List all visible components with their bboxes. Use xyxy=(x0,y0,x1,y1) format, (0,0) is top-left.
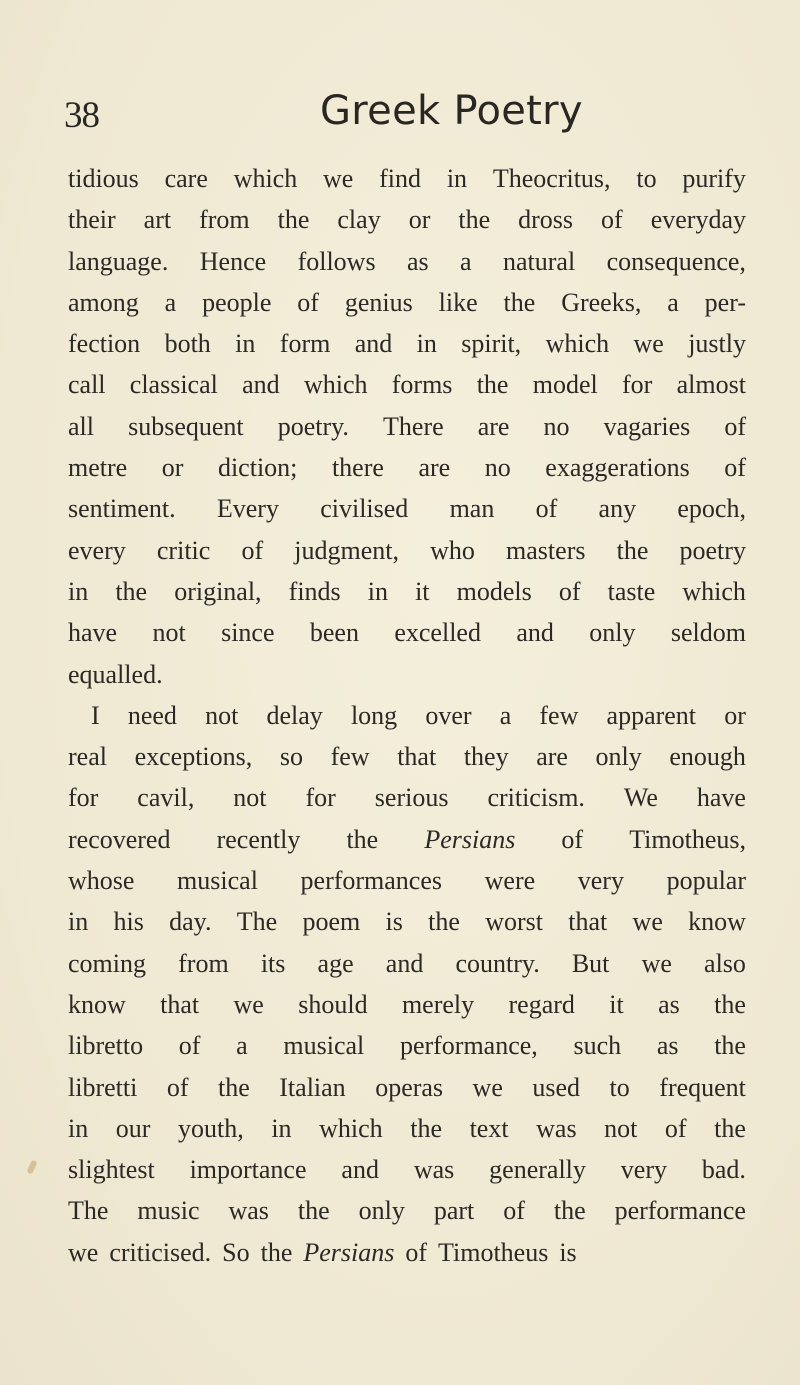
word: as xyxy=(658,989,680,1019)
word: spirit, xyxy=(461,329,522,359)
word: few xyxy=(539,700,579,730)
word: as xyxy=(406,246,429,276)
word: was xyxy=(536,1113,577,1143)
word: critic xyxy=(156,535,211,565)
word: worst xyxy=(485,907,543,937)
word: whose xyxy=(68,866,135,896)
word: which xyxy=(682,576,746,606)
word: sentiment. xyxy=(68,494,176,524)
word: Italian xyxy=(279,1072,346,1102)
word: as xyxy=(656,1031,679,1061)
word: The xyxy=(236,907,278,937)
text-line xyxy=(68,612,746,653)
word: were xyxy=(484,866,536,896)
word: performances xyxy=(300,866,443,896)
word: the xyxy=(616,535,649,565)
word: delay xyxy=(266,700,323,730)
word: natural xyxy=(503,246,576,276)
word: Every xyxy=(216,494,279,524)
word: the xyxy=(714,989,746,1019)
word: the xyxy=(553,1196,586,1226)
word: was xyxy=(413,1155,455,1185)
word: clay xyxy=(337,205,381,235)
word: the xyxy=(476,370,509,400)
word: musical xyxy=(177,866,258,896)
word: age xyxy=(317,948,354,978)
word: we xyxy=(641,948,672,978)
text-line xyxy=(68,1108,746,1149)
word: I xyxy=(91,700,100,730)
word: that xyxy=(160,989,200,1019)
text-line xyxy=(68,736,746,777)
word: We xyxy=(623,783,658,813)
word: which xyxy=(303,370,368,400)
word: such xyxy=(573,1031,622,1061)
word: real xyxy=(68,742,107,772)
word: and xyxy=(385,948,424,978)
word: a xyxy=(499,700,512,730)
word: in xyxy=(367,576,388,606)
word: taste xyxy=(607,576,656,606)
ink-smudge xyxy=(26,1159,37,1174)
text-line xyxy=(68,364,746,405)
word: and xyxy=(242,370,280,400)
word: been xyxy=(309,618,359,648)
word: a xyxy=(164,287,177,317)
word: form xyxy=(279,329,331,359)
word: are xyxy=(477,411,510,441)
word: we xyxy=(632,907,663,937)
word: the xyxy=(503,287,536,317)
word: every xyxy=(68,535,126,565)
running-title: Greek Poetry xyxy=(320,88,583,134)
text-line xyxy=(68,282,746,323)
word: or xyxy=(408,205,431,235)
word: they xyxy=(463,742,509,772)
word: So xyxy=(222,1237,250,1267)
word: among xyxy=(68,287,139,317)
word: follows xyxy=(297,246,376,276)
text-line xyxy=(68,406,746,447)
text-line xyxy=(68,1190,746,1231)
word: that xyxy=(397,742,437,772)
word: Greeks, xyxy=(561,287,642,317)
word: it xyxy=(415,576,430,606)
word: and xyxy=(354,329,393,359)
word: used xyxy=(532,1072,581,1102)
word: the xyxy=(714,1113,746,1143)
word: bad. xyxy=(701,1155,746,1185)
word: call xyxy=(68,370,106,400)
word: criticised. xyxy=(109,1237,212,1267)
word: which xyxy=(319,1113,383,1143)
word: poem xyxy=(302,907,361,937)
word: enough xyxy=(669,742,746,772)
word: not xyxy=(205,700,239,730)
word: of xyxy=(166,1072,189,1102)
page-number: 38 xyxy=(64,95,99,136)
word: the xyxy=(115,576,148,606)
word: is xyxy=(559,1237,577,1267)
word: to xyxy=(609,1072,630,1102)
word: in xyxy=(235,329,256,359)
word: are xyxy=(536,742,568,772)
word: subsequent xyxy=(128,411,244,441)
word: its xyxy=(260,948,286,978)
word: not xyxy=(152,618,186,648)
word: man xyxy=(449,494,495,524)
word: finds xyxy=(288,576,341,606)
text-line xyxy=(68,695,746,736)
word: should xyxy=(298,989,368,1019)
word: his xyxy=(113,907,144,937)
word: the xyxy=(428,907,460,937)
word: for xyxy=(68,783,99,813)
word: libretti xyxy=(68,1072,138,1102)
word: of xyxy=(503,1196,525,1226)
word: there xyxy=(331,453,384,483)
word: per- xyxy=(704,287,746,317)
word: exceptions, xyxy=(134,742,253,772)
word: in xyxy=(416,329,437,359)
word: slightest xyxy=(68,1155,155,1185)
word: classical xyxy=(129,370,218,400)
word: Theocritus, xyxy=(492,164,611,193)
word: purify xyxy=(682,164,746,193)
word: only xyxy=(358,1196,405,1226)
word: libretto xyxy=(68,1031,144,1061)
word: art xyxy=(143,205,172,235)
word: diction; xyxy=(217,453,298,483)
word: frequent xyxy=(659,1072,746,1102)
word: it xyxy=(609,989,624,1019)
word: and xyxy=(341,1155,379,1185)
text-line xyxy=(68,943,746,984)
word: dross xyxy=(518,205,574,235)
word: recently xyxy=(216,824,301,854)
word: and xyxy=(516,618,554,648)
word: know xyxy=(68,989,126,1019)
word: of xyxy=(558,576,581,606)
word: is xyxy=(385,907,403,937)
word: both xyxy=(164,329,211,359)
word: Persians xyxy=(424,824,516,854)
text-line xyxy=(68,1232,746,1273)
word: merely xyxy=(401,989,475,1019)
text-line xyxy=(68,323,746,364)
word: performance, xyxy=(399,1031,538,1061)
word: of xyxy=(241,535,264,565)
word: original, xyxy=(174,576,262,606)
text-line xyxy=(68,654,746,695)
word: so xyxy=(279,742,303,772)
word: genius xyxy=(344,287,413,317)
word: the xyxy=(260,1237,293,1267)
word: few xyxy=(330,742,370,772)
word: There xyxy=(383,411,444,441)
word: Timotheus xyxy=(438,1237,549,1267)
word: youth, xyxy=(178,1113,244,1143)
word: like xyxy=(438,287,478,317)
word: only xyxy=(589,618,636,648)
word: popular xyxy=(666,866,746,896)
text-line xyxy=(68,860,746,901)
word: music xyxy=(137,1196,200,1226)
word: of xyxy=(724,411,746,441)
word: performance xyxy=(614,1196,746,1226)
word: generally xyxy=(489,1155,586,1185)
word: we xyxy=(233,989,264,1019)
word: cavil, xyxy=(137,783,195,813)
word: importance xyxy=(189,1155,307,1185)
word: we xyxy=(472,1072,503,1102)
word: of xyxy=(297,287,319,317)
word: very xyxy=(577,866,624,896)
word: apparent xyxy=(606,700,697,730)
text-line xyxy=(68,1149,746,1190)
word: which xyxy=(233,164,298,193)
word: Hence xyxy=(199,246,267,276)
word: in xyxy=(68,1113,89,1143)
word: The xyxy=(68,1196,109,1226)
word: that xyxy=(568,907,608,937)
word: not xyxy=(604,1113,638,1143)
word: or xyxy=(161,453,184,483)
word: Timotheus, xyxy=(629,824,746,854)
word: in xyxy=(68,907,89,937)
text-line xyxy=(68,1067,746,1108)
word: regard xyxy=(508,989,575,1019)
body-text xyxy=(68,158,746,1273)
word: of xyxy=(405,1237,428,1267)
word: the xyxy=(458,205,491,235)
word: coming xyxy=(68,948,146,978)
word: judgment, xyxy=(294,535,399,565)
text-line xyxy=(68,777,746,818)
word: or xyxy=(724,700,746,730)
word: text xyxy=(469,1113,509,1143)
word: language. xyxy=(68,246,169,276)
word: poetry. xyxy=(277,411,349,441)
page-header xyxy=(0,88,800,148)
word: people xyxy=(202,287,272,317)
word: no xyxy=(484,453,511,483)
word: all xyxy=(68,411,94,441)
word: excelled xyxy=(394,618,481,648)
text-line xyxy=(68,530,746,571)
word: seldom xyxy=(670,618,746,648)
word: the xyxy=(410,1113,442,1143)
word: exaggerations xyxy=(545,453,690,483)
word: who xyxy=(430,535,475,565)
word: very xyxy=(620,1155,667,1185)
word: long xyxy=(350,700,398,730)
text-line xyxy=(68,199,746,240)
word: serious xyxy=(374,783,449,813)
word: we xyxy=(633,329,664,359)
text-line xyxy=(68,447,746,488)
word: we xyxy=(323,164,354,193)
word: know xyxy=(688,907,746,937)
word: of xyxy=(561,824,584,854)
word: the xyxy=(218,1072,250,1102)
word: Persians xyxy=(303,1237,395,1267)
word: model xyxy=(532,370,598,400)
text-line xyxy=(68,901,746,942)
word: But xyxy=(571,948,610,978)
word: any xyxy=(598,494,637,524)
word: also xyxy=(704,948,746,978)
word: almost xyxy=(676,370,746,400)
word: forms xyxy=(391,370,453,400)
word: operas xyxy=(375,1072,444,1102)
word: models xyxy=(456,576,532,606)
word: not xyxy=(233,783,267,813)
word: over xyxy=(425,700,472,730)
word: poetry xyxy=(679,535,746,565)
word: care xyxy=(164,164,208,193)
word: the xyxy=(346,824,379,854)
word: the xyxy=(714,1031,746,1061)
word: in xyxy=(271,1113,292,1143)
word: equalled. xyxy=(68,659,163,689)
word: to xyxy=(636,164,657,193)
word: only xyxy=(595,742,642,772)
text-line xyxy=(68,984,746,1025)
text-line xyxy=(68,488,746,529)
word: of xyxy=(601,205,623,235)
word: for xyxy=(622,370,653,400)
word: metre xyxy=(68,453,128,483)
word: civilised xyxy=(320,494,409,524)
word: a xyxy=(460,246,472,276)
word: consequence, xyxy=(606,246,746,276)
word: their xyxy=(68,205,116,235)
word: recovered xyxy=(68,824,171,854)
word: part xyxy=(433,1196,475,1226)
word: from xyxy=(178,948,229,978)
word: of xyxy=(535,494,558,524)
text-line xyxy=(68,158,746,199)
word: a xyxy=(236,1031,248,1061)
word: a xyxy=(667,287,679,317)
word: the xyxy=(277,205,310,235)
word: of xyxy=(664,1113,687,1143)
text-line xyxy=(68,819,746,860)
word: epoch, xyxy=(677,494,746,524)
word: masters xyxy=(506,535,586,565)
word: in xyxy=(446,164,468,193)
word: the xyxy=(297,1196,330,1226)
word: we xyxy=(68,1237,99,1267)
word: fection xyxy=(68,329,141,359)
word: everyday xyxy=(650,205,746,235)
word: vagaries xyxy=(603,411,691,441)
word: from xyxy=(199,205,250,235)
word: musical xyxy=(283,1031,365,1061)
word: in xyxy=(68,576,89,606)
word: was xyxy=(228,1196,269,1226)
word: of xyxy=(178,1031,201,1061)
word: justly xyxy=(688,329,746,359)
text-line xyxy=(68,241,746,282)
text-line xyxy=(68,571,746,612)
word: find xyxy=(379,164,422,193)
word: which xyxy=(545,329,610,359)
word: no xyxy=(543,411,570,441)
word: since xyxy=(221,618,275,648)
word: of xyxy=(724,453,746,483)
word: for xyxy=(305,783,336,813)
word: have xyxy=(68,618,118,648)
word: have xyxy=(696,783,746,813)
word: criticism. xyxy=(487,783,585,813)
word: need xyxy=(127,700,177,730)
word: tidious xyxy=(68,164,139,193)
text-line xyxy=(68,1025,746,1066)
word: day. xyxy=(169,907,212,937)
word: are xyxy=(418,453,451,483)
word: country. xyxy=(455,948,540,978)
word: our xyxy=(115,1113,151,1143)
